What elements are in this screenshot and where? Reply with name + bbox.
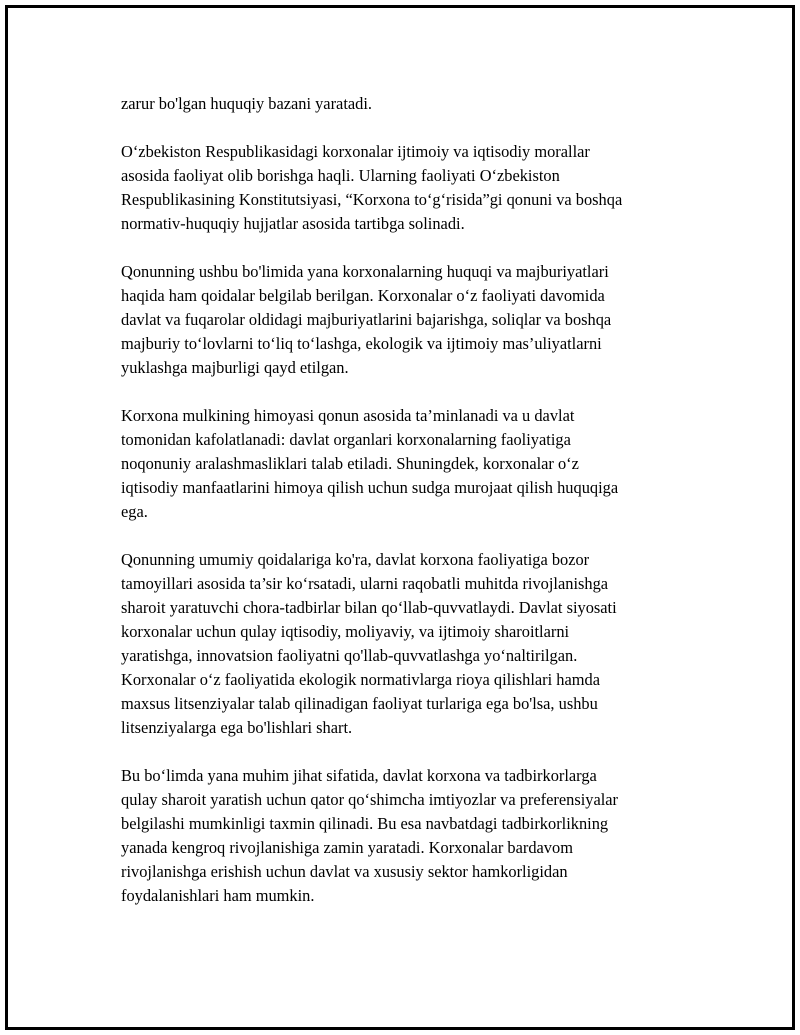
document-body [121,92,701,932]
text-line: haqida ham qoidalar belgilab berilgan. Korxonalar o‘z faoliyati davomida [121,286,605,305]
text-line: rivojlanishga erishish uchun davlat va xususiy sektor hamkorligidan [121,862,568,881]
paragraph-4 [121,404,701,524]
text-line: tamoyillari asosida ta’sir ko‘rsatadi, ularni raqobatli muhitda rivojlanishga [121,574,609,593]
text-line: noqonuniy aralashmasliklari talab etiladi. Shuningdek, korxonalar o‘z [121,454,579,473]
text-line: yuklashga majburligi qayd etilgan. [121,358,349,377]
paragraph-5 [121,548,701,740]
page-frame [5,5,795,1030]
text-line: Korxonalar o‘z faoliyatida ekologik normativlarga rioya qilishlari hamda [121,670,600,689]
text-line: normativ-huquqiy hujjatlar asosida tartibga solinadi. [121,214,465,233]
text-line: iqtisodiy manfaatlarini himoya qilish uchun sudga murojaat qilish huquqiga [121,478,619,497]
paragraph-6 [121,764,701,908]
paragraph-2 [121,140,701,236]
text-line: tomonidan kafolatlanadi: davlat organlari korxonalarning faoliyatiga [121,430,571,449]
text-line: Korxona mulkining himoyasi qonun asosida ta’minlanadi va u davlat [121,406,575,425]
text-line: yanada kengroq rivojlanishiga zamin yaratadi. Korxonalar bardavom [121,838,573,857]
text-line: sharoit yaratuvchi chora-tadbirlar bilan qo‘llab-quvvatlaydi. Davlat siyosati [121,598,617,617]
text-line: yaratishga, innovatsion faoliyatni qo'llab-quvvatlashga yo‘naltirilgan. [121,646,578,665]
text-line: Respublikasining Konstitutsiyasi, “Korxona to‘g‘risida”gi qonuni va boshqa [121,190,623,209]
text-line: maxsus litsenziyalar talab qilinadigan faoliyat turlariga ega bo'lsa, ushbu [121,694,598,713]
text-line: zarur bo'lgan huquqiy bazani yaratadi. [121,94,372,113]
text-line: qulay sharoit yaratish uchun qator qo‘shimcha imtiyozlar va preferensiyalar [121,790,619,809]
paragraph-1 [121,92,701,116]
text-line: litsenziyalarga ega bo'lishlari shart. [121,718,353,737]
paragraph-3 [121,260,701,380]
text-line: korxonalar uchun qulay iqtisodiy, moliyaviy, va ijtimoiy sharoitlarni [121,622,570,641]
text-line: Qonunning ushbu bo'limida yana korxonalarning huquqi va majburiyatlari [121,262,609,281]
text-line: O‘zbekiston Respublikasidagi korxonalar ijtimoiy va iqtisodiy morallar [121,142,590,161]
text-line: ega. [121,502,148,521]
text-line: majburiy to‘lovlarni to‘liq to‘lashga, ekologik va ijtimoiy mas’uliyatlarni [121,334,602,353]
text-line: foydalanishlari ham mumkin. [121,886,315,905]
text-line: belgilashi mumkinligi taxmin qilinadi. Bu esa navbatdagi tadbirkorlikning [121,814,609,833]
text-line: asosida faoliyat olib borishga haqli. Ularning faoliyati O‘zbekiston [121,166,560,185]
text-line: davlat va fuqarolar oldidagi majburiyatlarini bajarishga, soliqlar va boshqa [121,310,612,329]
text-line: Qonunning umumiy qoidalariga ko'ra, davlat korxona faoliyatiga bozor [121,550,590,569]
text-line: Bu bo‘limda yana muhim jihat sifatida, davlat korxona va tadbirkorlarga [121,766,597,785]
